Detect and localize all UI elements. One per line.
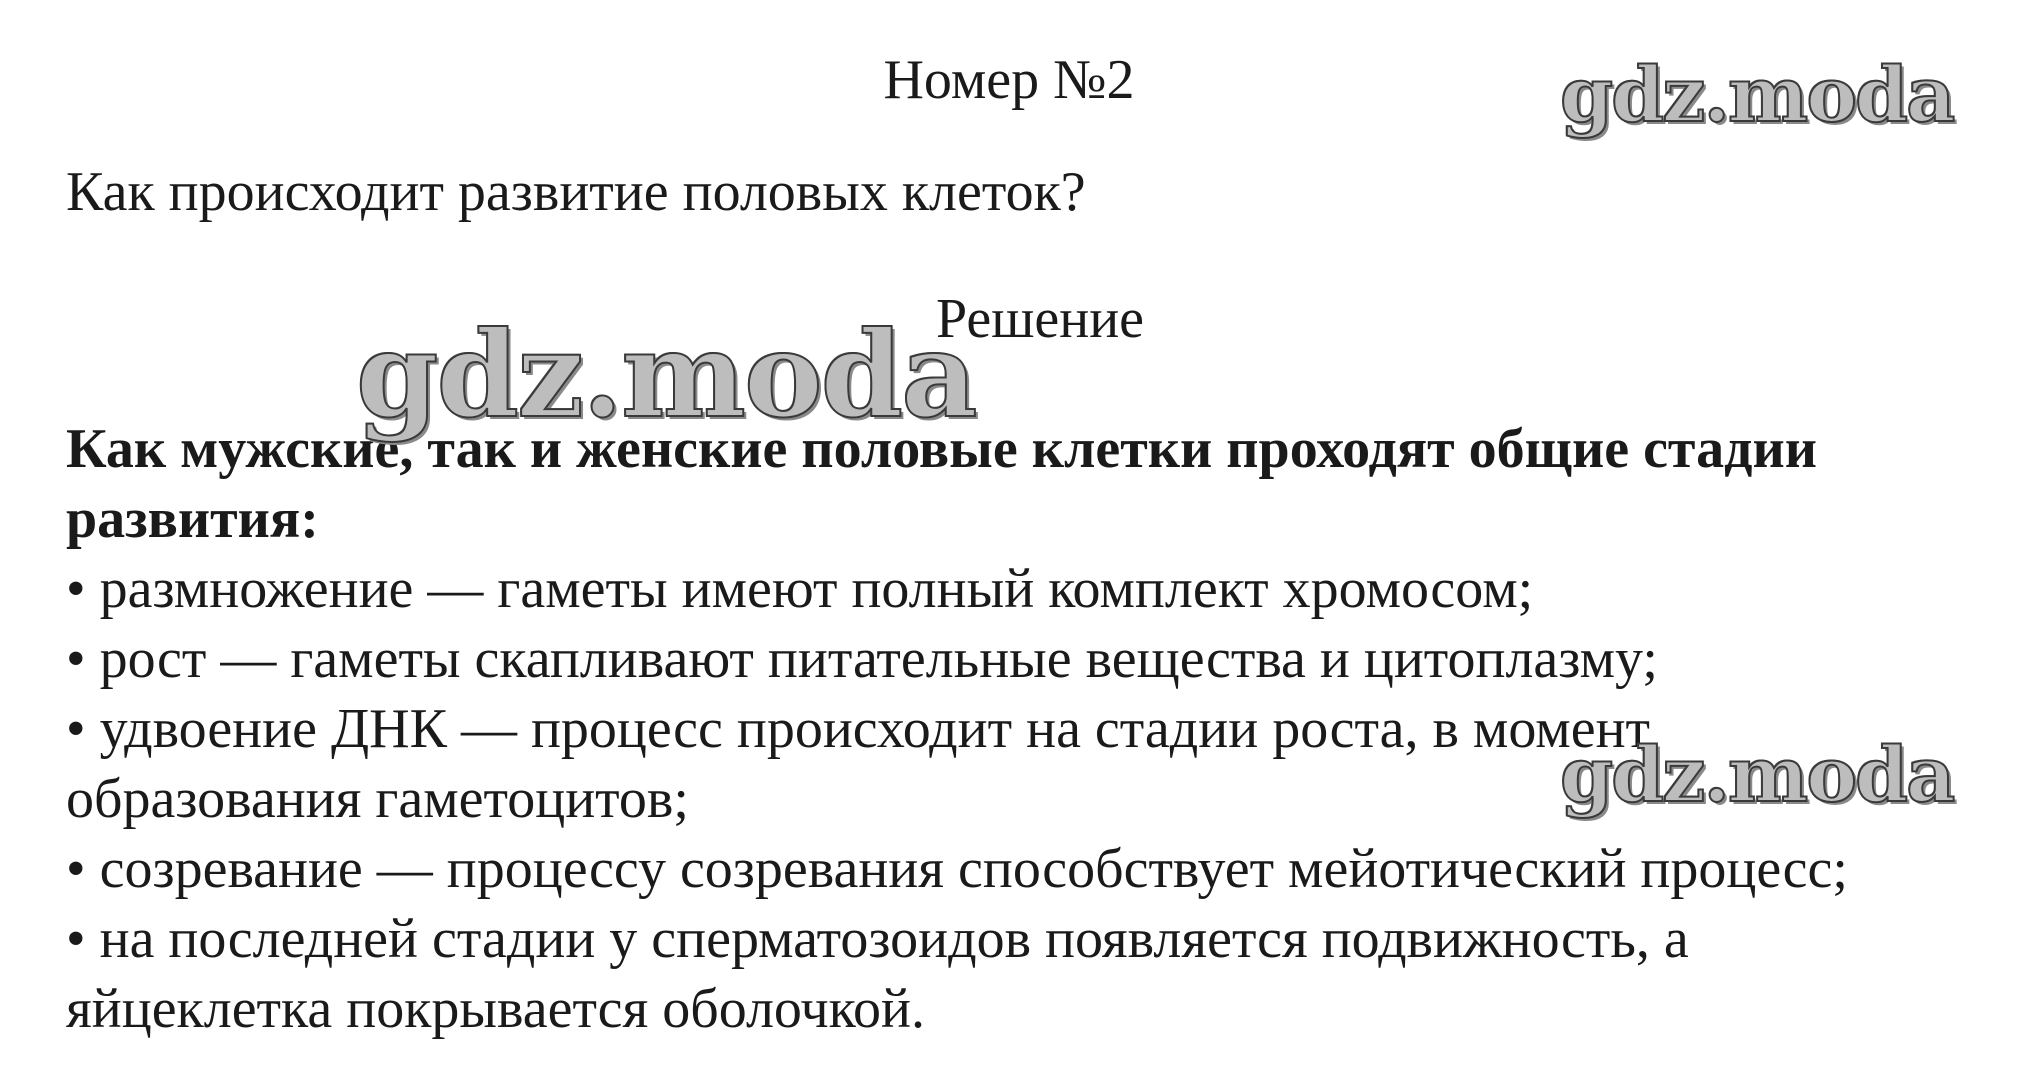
watermark-logo: gdz.moda [356, 305, 976, 444]
answer-line: • удвоение ДНК — процесс происходит на стадии роста, в момент [66, 698, 1651, 760]
answer-lead-line: развития: [66, 488, 319, 550]
answer-block [66, 414, 2026, 1044]
answer-line: • рост — гаметы скапливают питательные вещества и цитоплазму; [66, 628, 1658, 690]
page-title: Номер №2 [883, 49, 1135, 111]
answer-line: • на последней стадии у сперматозоидов появляется подвижность, а [66, 908, 1689, 970]
watermark-logo: gdz.moda [1560, 730, 1954, 819]
answer-line: яйцеклетка покрывается оболочкой. [66, 978, 925, 1040]
answer-lead-line: Как мужские, так и женские половые клетки проходят общие стадии [66, 418, 1817, 480]
watermark-logo: gdz.moda [1560, 50, 1954, 139]
answer-line: образования гаметоцитов; [66, 768, 689, 830]
solution-heading: Решение [936, 288, 1145, 350]
answer-line: • созревание — процессу созревания способствует мейотический процесс; [66, 838, 1848, 900]
answer-line: • размножение — гаметы имеют полный комплект хромосом; [66, 558, 1534, 620]
question-text: Как происходит развитие половых клеток? [66, 161, 1086, 223]
